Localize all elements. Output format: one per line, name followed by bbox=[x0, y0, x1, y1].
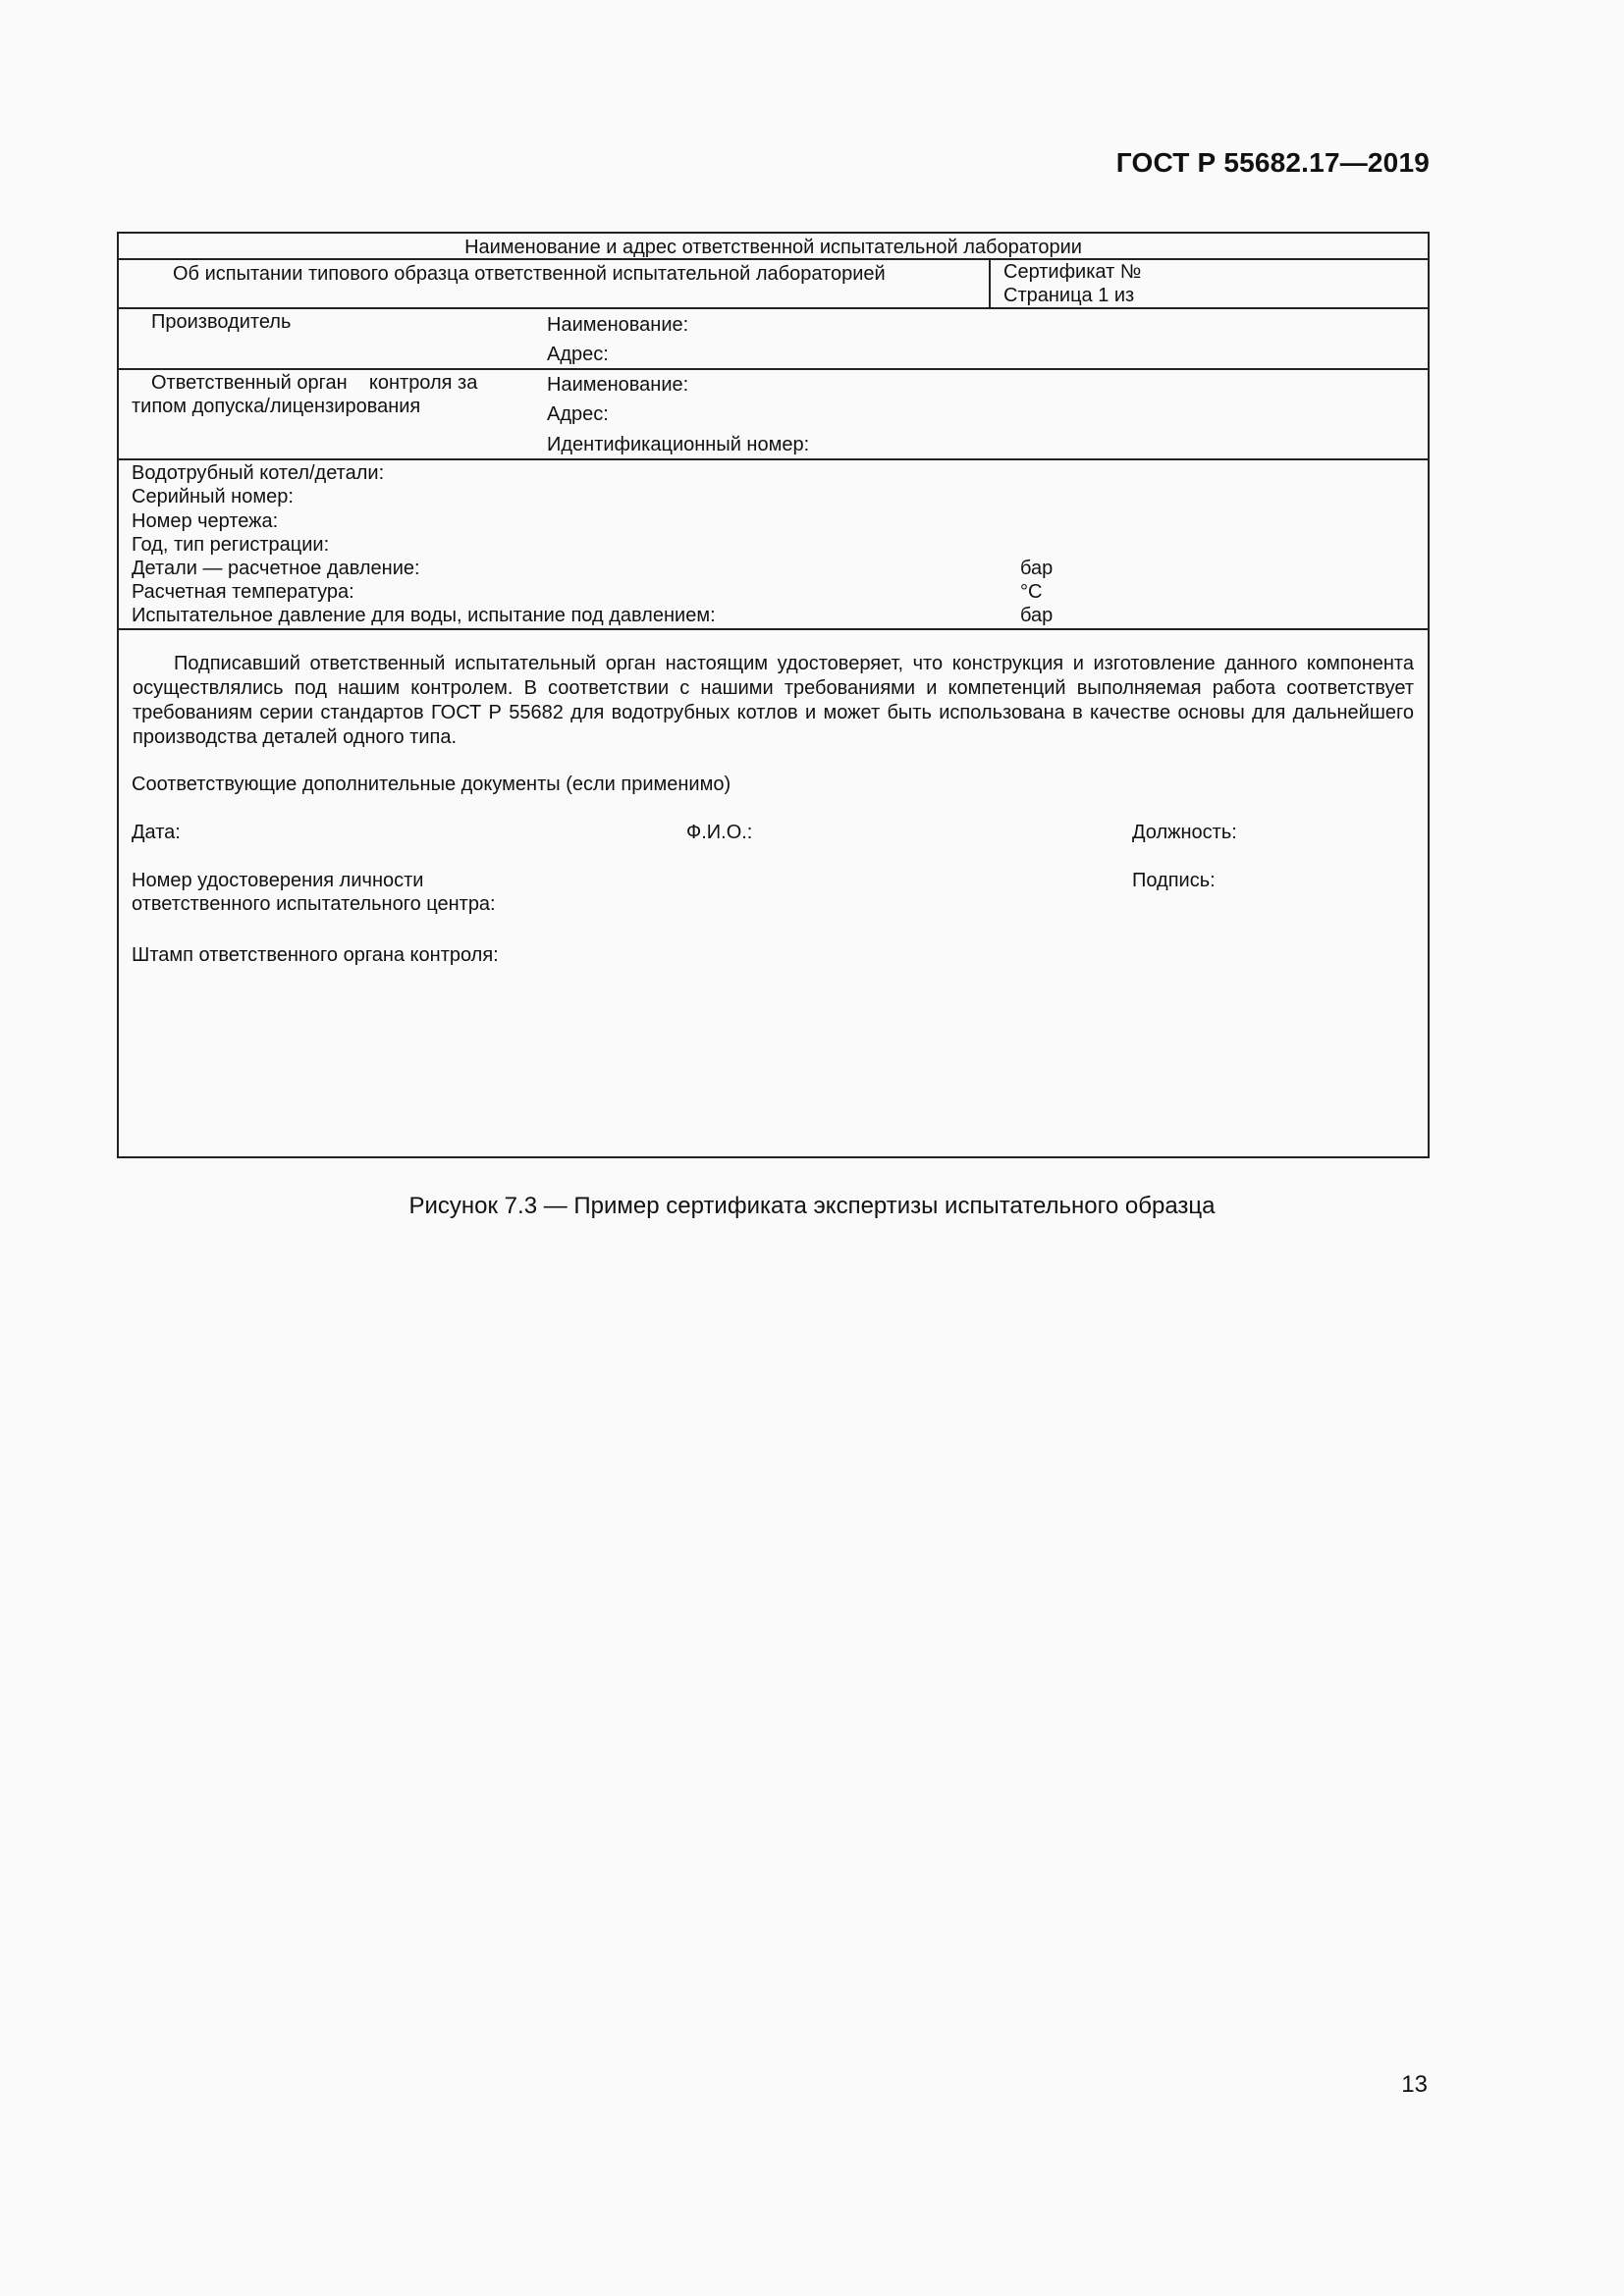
manufacturer-name-label: Наименование: bbox=[547, 314, 689, 336]
drawing-label: Номер чертежа: bbox=[132, 510, 279, 532]
divider bbox=[119, 258, 1428, 260]
authority-address-label: Адрес: bbox=[547, 403, 609, 425]
authority-label-line2: типом допуска/лицензирования bbox=[132, 396, 421, 417]
boiler-label: Водотрубный котел/детали: bbox=[132, 462, 385, 484]
divider bbox=[119, 368, 1428, 370]
year-label: Год, тип регистрации: bbox=[132, 534, 330, 556]
signature-label: Подпись: bbox=[1132, 870, 1216, 891]
position-label: Должность: bbox=[1132, 822, 1237, 843]
authority-label-line1: Ответственный орган контроля за bbox=[151, 372, 478, 394]
design-pressure-label: Детали — расчетное давление: bbox=[132, 558, 420, 579]
authority-id-label: Идентификационный номер: bbox=[547, 434, 810, 455]
manufacturer-address-label: Адрес: bbox=[547, 344, 609, 365]
serial-label: Серийный номер: bbox=[132, 486, 294, 507]
date-label: Дата: bbox=[132, 822, 181, 843]
stamp-label: Штамп ответственного органа контроля: bbox=[132, 944, 499, 966]
divider bbox=[119, 458, 1428, 460]
additional-docs-label: Соответствующие дополнительные документы (если применимо) bbox=[132, 774, 731, 795]
page-of-label: Страница 1 из bbox=[1003, 285, 1135, 306]
page-number: 13 bbox=[1401, 2071, 1428, 2098]
id-cert-label-line1: Номер удостоверения личности bbox=[132, 870, 424, 891]
divider bbox=[119, 628, 1428, 630]
standard-code: ГОСТ Р 55682.17—2019 bbox=[1115, 147, 1430, 178]
manufacturer-label: Производитель bbox=[151, 311, 292, 333]
divider bbox=[119, 307, 1428, 309]
design-temp-label: Расчетная температура: bbox=[132, 581, 354, 603]
lab-title: Наименование и адрес ответственной испытательной лаборатории bbox=[464, 237, 1082, 258]
certificate-form bbox=[117, 232, 1430, 1158]
test-pressure-unit: бар bbox=[1020, 605, 1054, 626]
design-temp-unit: °C bbox=[1020, 581, 1043, 603]
authority-name-label: Наименование: bbox=[547, 374, 689, 396]
certification-statement: Подписавший ответственный испытательный орган настоящим удостоверяет, что конструкция и изготовление данного компонента осуществлялись под нашим контролем. В соответствии с нашими требованиями и компетенций выполняемая работа соответствует требованиям серии стандартов ГОСТ Р 55682 для водотрубных котлов и может быть использована в качестве основы для дальнейшего производства деталей одного типа. bbox=[133, 653, 1414, 748]
test-title: Об испытании типового образца ответственной испытательной лабораторией bbox=[173, 263, 886, 285]
id-cert-label-line2: ответственного испытательного центра: bbox=[132, 893, 496, 915]
figure-caption: Рисунок 7.3 — Пример сертификата экспертизы испытательного образца bbox=[408, 1193, 1216, 1219]
design-pressure-unit: бар bbox=[1020, 558, 1054, 579]
divider bbox=[989, 258, 991, 307]
test-pressure-label: Испытательное давление для воды, испытание под давлением: bbox=[132, 605, 716, 626]
cert-number-label: Сертификат № bbox=[1003, 261, 1142, 283]
fio-label: Ф.И.О.: bbox=[686, 822, 753, 843]
